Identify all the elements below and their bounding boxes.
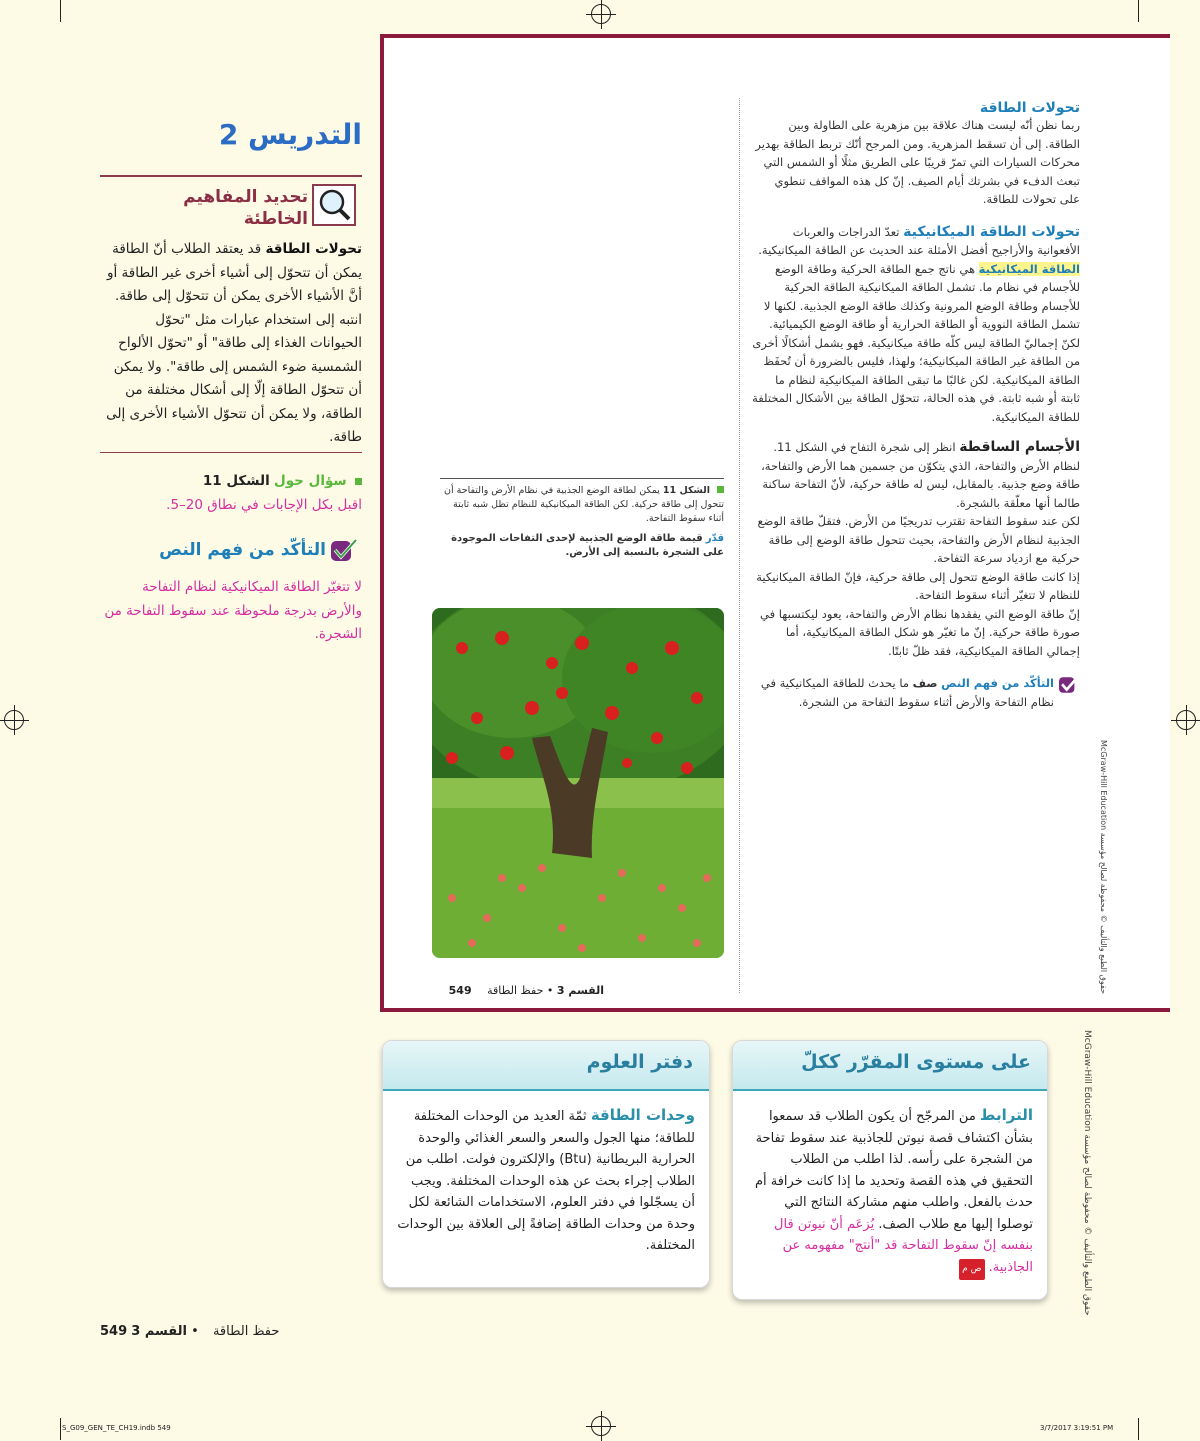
file-slug: S_G09_GEN_TE_CH19.indb 549 xyxy=(62,1424,171,1432)
units-term: وحدات الطاقة xyxy=(590,1106,695,1124)
student-check-verb: صف xyxy=(912,676,938,690)
section-heading-transformations: تحولات الطاقة xyxy=(979,100,1080,116)
bullet-icon xyxy=(355,478,362,485)
bullet-icon xyxy=(717,486,724,493)
crop-mark xyxy=(60,0,61,22)
lesson-title: التدريس 2 xyxy=(218,118,362,151)
differentiated-body xyxy=(747,1105,1033,1280)
falling-p3: إذا كانت طاقة الوضع تتحول إلى طاقة حركية، فإنّ الطاقة الميكانيكية للنظام لا تتغيّر أثناء سقوط التفاحة. xyxy=(756,569,1080,602)
magnifier-icon xyxy=(312,184,356,226)
crop-mark xyxy=(1138,1418,1139,1440)
figure-estimate xyxy=(440,532,724,560)
divider xyxy=(100,452,362,453)
units-text: ثمّة العديد من الوحدات المختلفة للطاقة؛ منها الجول والسعر والسعر الغذائي والوحدة الحرارية البريطانية (Btu) والإلكترون فولت. اطلب من الطلاب إجراء بحث عن هذه الوحدات المختلفة. ويجب أن يسجّلوا في دفتر العلوم، الاستخدامات الشائعة لكل وحدة من وحدات الطاقة إضافةً إلى العلاقة بين الوحدات المختلفة. xyxy=(397,1109,695,1253)
differentiated-box xyxy=(732,1040,1048,1300)
figure-question-label: الشكل 11 xyxy=(202,473,270,489)
crop-mark xyxy=(60,1418,61,1440)
differentiated-quote: يُزعَم أنّ نيوتن قال بنفسه إنّ سقوط التفاحة قد "أنتج" مفهومه عن الجاذبية. xyxy=(774,1216,1033,1275)
figure-caption-text: يمكن لطاقة الوضع الجذبية في نظام الأرض والتفاحة أن تتحول إلى طاقة حركية. لكن الطاقة الميكانيكية للنظام تظل شبه ثابتة أثناء سقوط التفاحة. xyxy=(444,485,724,524)
differentiated-text: من المرجّح أن يكون الطلاب قد سمعوا بشأن اكتشاف قصة نيوتن للجاذبية عند سقوط تفاحة من الشجرة على رأسه. لذا اطلب من الطلاب التحقيق في هذه القصة وتحديد ما إذا كانت خرافة أم حدث بالفعل. واطلب منهم مشاركة النتائج التي توصلوا إليها مع طلاب الصف. xyxy=(754,1109,1033,1232)
differentiated-heading: على مستوى المقرّر ككلّ xyxy=(801,1051,1031,1073)
footer-unit: القسم 3 xyxy=(131,1324,187,1339)
checkmark-icon xyxy=(330,538,358,564)
footer-topic: حفظ الطاقة xyxy=(212,1324,280,1339)
misconception-heading: تحديد المفاهيم الخاطئة xyxy=(183,187,308,229)
apple-tree-photo xyxy=(432,608,724,958)
differentiated-badge: ص م xyxy=(959,1259,984,1281)
footer-dot: • xyxy=(546,984,554,997)
check-heading: التأكّد من فهم النص xyxy=(159,540,326,560)
apple-tree-illustration xyxy=(432,608,724,958)
figure-question-answer: اقبل بكل الإجابات في نطاق 20–5. xyxy=(166,496,362,513)
student-check-heading: التأكّد من فهم النص xyxy=(941,676,1054,690)
footer-page-number: 549 xyxy=(448,984,472,997)
section-text-transformations: ربما نظن أنّه ليست هناك علاقة بين مزهرية على الطاولة وبين الطاقة. إلى أن تسقط المزهرية. ومن المرجح أنّك تربط الطاقة بهدير محركات السيارات التي تمرّ قريبًا على الطريق مثلًا أو الشمس التي تبعث الدفء في بشرتك أيام الصيف. إنّ كل هذه المواقف تنطوي على تحولات للطاقة. xyxy=(755,118,1080,206)
mechanical-p2: لكنّ إجماليّ الطاقة ليس كلّه طاقة ميكانيكية. فهو يشمل أشكالًا أخرى من الطاقة غير الطاقة الميكانيكية؛ ولهذا، فليس بالضرورة أن تُحفَظ الطاقة الميكانيكية. لكن غالبًا ما تبقى الطاقة الميكانيكية لنظام ما ثابتة أو شبه ثابتة. في هذه الحالة، تتحوّل الطاقة بين الأشكال المختلفة للطاقة الميكانيكية. xyxy=(752,335,1080,424)
page-footer xyxy=(100,1324,320,1339)
section-heading-falling: الأجسام الساقطة xyxy=(959,439,1080,455)
registration-mark-icon xyxy=(1176,710,1196,730)
student-page xyxy=(380,34,1170,1012)
registration-mark-icon xyxy=(591,4,611,24)
falling-p1: انظر إلى شجرة التفاح في الشكل 11. لنظام الأرض والتفاحة، الذي يتكوّن من جسمين هما الأرض والتفاحة، طاقة وضع جذبية. بالمقابل، ليس له طاقة حركية، لأنّ التفاحة ساكنة طالما أنها معلّقة بالشجرة. xyxy=(761,440,1080,510)
falling-p2: لكن عند سقوط التفاحة تقترب تدريجيًا من الأرض. فتقلّ طاقة الوضع الجذبية لنظام الأرض والتفاحة، بحيث تتحول طاقة الوضع إلى طاقة حركية مع ازدياد سرعة التفاحة. xyxy=(757,514,1080,565)
misconception-text xyxy=(100,238,362,450)
copyright-credit: McGraw-Hill Education حقوق الطبع والتأليف © محفوظة لصالح مؤسسة xyxy=(1099,740,1108,994)
divider xyxy=(100,175,362,177)
misconception-body: قد يعتقد الطلاب أنّ الطاقة يمكن أن تتحوّل إلى أشياء أخرى غير الطاقة أو أنَّ الأشياء الأخرى يمكن أن تتحوّل إلى طاقة. انتبه إلى استخدام عبارات مثل "تحوّل الحيوانات الغذاء إلى طاقة" أو "تحوّل الألواح الشمسية ضوء الشمس إلى طاقة". ولا يمكن أن تتحوّل الطاقة إلّا إلى أشكال مختلفة من الطاقة، ولا يمكن أن تتحوّل الأشياء الأخرى إلى طاقة. xyxy=(106,241,362,445)
checkmark-icon xyxy=(1058,675,1080,695)
column-divider xyxy=(739,98,740,993)
student-check-text: ما يحدث للطاقة الميكانيكية في نظام التفاحة والأرض أثناء سقوط التفاحة من الشجرة. xyxy=(760,676,1054,709)
student-check xyxy=(752,674,1080,711)
mechanical-energy-term: الطاقة الميكانيكية xyxy=(978,261,1080,276)
section-heading-mechanical: تحولات الطاقة الميكانيكية xyxy=(903,223,1080,240)
estimate-verb: قدّر xyxy=(705,533,724,544)
student-text-column xyxy=(752,100,1080,711)
section-mechanical xyxy=(752,223,1080,334)
figure-label: الشكل 11 xyxy=(662,485,710,496)
units-box xyxy=(382,1040,710,1288)
estimate-text: قيمة طاقة الوضع الجذبية لإحدى التفاحات الموجودة على الشجرة بالنسبة إلى الأرض. xyxy=(451,533,724,558)
caption-rule xyxy=(440,478,724,479)
misconception-term: تحولات الطاقة xyxy=(265,241,362,257)
figure-caption xyxy=(440,484,724,526)
date-slug: 3/7/2017 3:19:51 PM xyxy=(1040,1424,1114,1432)
crop-mark xyxy=(1138,0,1139,22)
units-heading: دفتر العلوم xyxy=(586,1051,693,1073)
check-text: لا تتغيّر الطاقة الميكانيكية لنظام التفاحة والأرض بدرجة ملحوظة عند سقوط التفاحة من الشجرة. xyxy=(104,579,362,642)
registration-mark-icon xyxy=(591,1416,611,1436)
footer-topic: حفظ الطاقة xyxy=(487,984,544,997)
page-number: 549 xyxy=(100,1324,128,1339)
footer-dot: • xyxy=(191,1324,199,1339)
figure-question xyxy=(100,470,362,517)
mechanical-p1b: هي ناتج جمع الطاقة الحركية وطاقة الوضع للأجسام في نظام ما. تشمل الطاقة الميكانيكية الطاقة الحركية للأجسام وطاقة الوضع المرونية وكذلك طاقة الوضع الجذبية. لكنها لا تشمل الطاقة النووية أو الطاقة الحرارية أو طاقة الوضع الكيميائية. xyxy=(763,261,1080,331)
section-falling xyxy=(752,438,1080,512)
figure-question-prefix: سؤال حول xyxy=(274,473,347,489)
mechanical-p1a: تعدّ الدراجات والعربات الأفعوانية والأراجيح أفضل الأمثلة عند الحديث عن الطاقة الميكانيكية. xyxy=(758,224,1080,257)
footer-unit: القسم 3 xyxy=(556,984,604,997)
student-page-footer xyxy=(424,984,604,997)
registration-mark-icon xyxy=(4,710,24,730)
copyright-credit: McGraw-Hill Education حقوق الطبع والتأليف © محفوظة لصالح مؤسسة xyxy=(1082,1030,1092,1316)
differentiated-term: الترابط xyxy=(979,1106,1033,1124)
falling-p4: إنّ طاقة الوضع التي يفقدها نظام الأرض والتفاحة، يعود ليكتسبها في صورة طاقة حركية. إنّ ما تغيّر هو شكل الطاقة الميكانيكية، أما إجمالي الطاقة الميكانيكية، فقد ظلّ ثابتًا. xyxy=(760,606,1080,658)
units-body xyxy=(397,1105,695,1257)
